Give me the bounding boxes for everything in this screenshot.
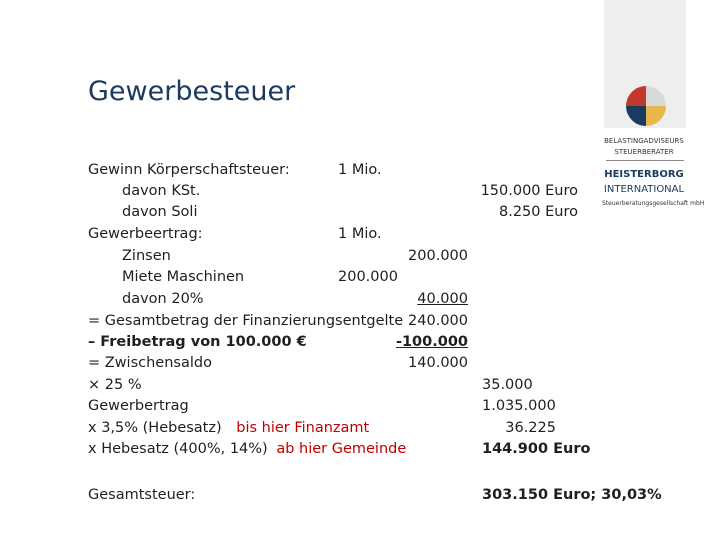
- hebesatz2-row: [88, 439, 406, 459]
- hebesatz1-row: [88, 418, 369, 438]
- gewerbertrag-label: Gewerbertrag: [88, 398, 189, 414]
- slide-title: Gewerbesteuer: [88, 76, 296, 107]
- x25-value: 35.000: [482, 377, 533, 393]
- freibetrag-label: – Freibetrag von 100.000 €: [88, 334, 307, 350]
- heisterborg-logo-icon: [624, 84, 668, 128]
- gesamt-value: 303.150 Euro; 30,03%: [482, 487, 662, 503]
- gewinn-value: 1 Mio.: [338, 162, 382, 178]
- zinsen-value: 200.000: [408, 248, 468, 264]
- davon20-value: 40.000: [417, 291, 468, 307]
- logo-tagline: Steuerberatungsgesellschaft mbH: [602, 200, 705, 207]
- hebesatz2-label: x Hebesatz (400%, 14%): [88, 441, 268, 457]
- davon20-label: davon 20%: [122, 291, 204, 307]
- x25-label: × 25 %: [88, 377, 142, 393]
- zwischensaldo-label: = Zwischensaldo: [88, 355, 212, 371]
- hebesatz1-value: 36.225: [505, 420, 556, 436]
- freibetrag-value: -100.000: [395, 334, 468, 350]
- hebesatz1-note: bis hier Finanzamt: [236, 420, 370, 436]
- hebesatz2-value: 144.900 Euro: [482, 441, 591, 457]
- zinsen-label: Zinsen: [122, 248, 171, 264]
- gewerbeertrag-label: Gewerbeertrag:: [88, 226, 203, 242]
- zwischensaldo-value: 140.000: [408, 355, 468, 371]
- hebesatz2-note: ab hier Gemeinde: [276, 441, 407, 457]
- gesamtbetrag-label: = Gesamtbetrag der Finanzierungsentgelte: [88, 313, 404, 329]
- kst-label: davon KSt.: [122, 183, 201, 199]
- gewerbeertrag-value: 1 Mio.: [338, 226, 382, 242]
- miete-value: 200.000: [338, 269, 398, 285]
- gewinn-label: Gewinn Körperschaftsteuer:: [88, 162, 290, 178]
- gewerbertrag-value: 1.035.000: [482, 398, 556, 414]
- gesamt-label: Gesamtsteuer:: [88, 487, 196, 503]
- logo-divider: [606, 160, 684, 161]
- gesamtbetrag-value: 240.000: [408, 313, 468, 329]
- logo-line-1: BELASTINGADVISEURS: [604, 137, 684, 145]
- logo-brand-name: HEISTERBORG: [604, 169, 684, 180]
- miete-label: Miete Maschinen: [122, 269, 245, 285]
- logo-brand-sub: INTERNATIONAL: [603, 184, 685, 195]
- soli-label: davon Soli: [122, 204, 198, 220]
- hebesatz1-label: x 3,5% (Hebesatz): [88, 420, 222, 436]
- logo-line-2: STEUERBERATER: [614, 148, 674, 156]
- kst-value: 150.000 Euro: [480, 183, 578, 199]
- soli-value: 8.250 Euro: [499, 204, 578, 220]
